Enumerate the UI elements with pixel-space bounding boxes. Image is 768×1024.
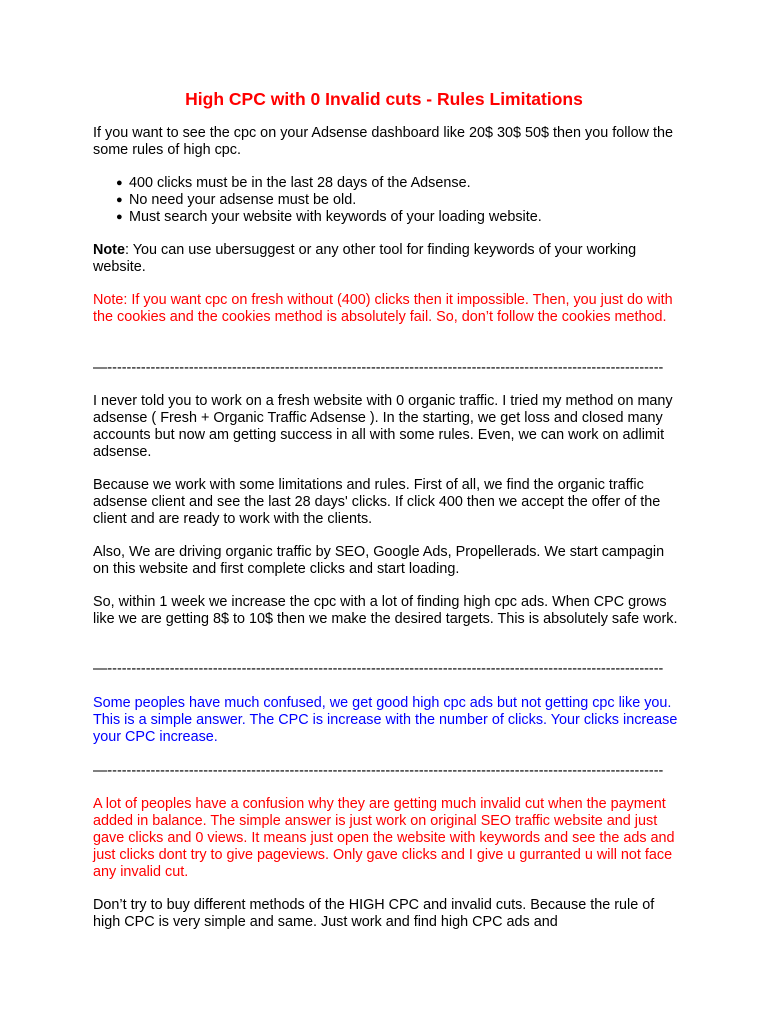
- note-text: : You can use ubersuggest or any other tool for finding keywords of your working website.: [93, 242, 637, 275]
- document-title: High CPC with 0 Invalid cuts - Rules Limitations: [185, 89, 583, 109]
- final-paragraph: Don’t try to buy different methods of the HIGH CPC and invalid cuts. Because the rule of high CPC is very simple and same. Just work and find high CPC ads and: [93, 897, 655, 930]
- list-item-text: No need your adsense must be old.: [129, 192, 357, 208]
- list-item: [116, 192, 676, 209]
- note-label: Note: [93, 242, 125, 258]
- traffic-paragraph: Also, We are driving organic traffic by SEO, Google Ads, Propellerads. We start campagin on this website and first complete clicks and start loading.: [93, 544, 665, 577]
- bullet-icon: ●: [116, 211, 123, 223]
- separator-line: —--------------------------------------------------------------------------------------------------------------------: [93, 360, 664, 376]
- list-item-text: 400 clicks must be in the last 28 days of the Adsense.: [129, 175, 471, 191]
- cookies-warning: Note: If you want cpc on fresh without (400) clicks then it impossible. Then, you just do with the cookies and the cookies method is absolutely fail. So, don’t follow the cookies method.: [93, 292, 673, 325]
- list-item: [116, 209, 676, 226]
- invalid-cut-note: A lot of peoples have a confusion why they are getting much invalid cut when the payment added in balance. The simple answer is just work on original SEO traffic website and just gave clicks and 0 views. It means just open the website with keywords and see the ads and just clicks dont try to give pageviews. Only gave clicks and I give u gurranted u will not face any invalid cut.: [93, 796, 675, 880]
- bullet-icon: ●: [116, 194, 123, 206]
- cpc-clicks-note: Some peoples have much confused, we get good high cpc ads but not getting cpc like you. This is a simple answer. The CPC is increase with the number of clicks. Your clicks increase your CPC increase.: [93, 695, 678, 745]
- fresh-website-paragraph: I never told you to work on a fresh website with 0 organic traffic. I tried my method on many adsense ( Fresh + Organic Traffic Adsense ). In the starting, we get loss and closed many accounts but now am getting success in all with some rules. Even, we can work on adlimit adsense.: [93, 393, 673, 460]
- separator-line: —--------------------------------------------------------------------------------------------------------------------: [93, 763, 664, 779]
- bullet-icon: ●: [116, 177, 123, 189]
- list-item: [116, 175, 676, 192]
- week-paragraph: So, within 1 week we increase the cpc with a lot of finding high cpc ads. When CPC grows like we are getting 8$ to 10$ then we make the desired targets. This is absolutely safe work.: [93, 594, 678, 627]
- note-paragraph: [93, 242, 683, 276]
- intro-paragraph: If you want to see the cpc on your Adsense dashboard like 20$ 30$ 50$ then you follow the some rules of high cpc.: [93, 125, 674, 158]
- separator-line: —--------------------------------------------------------------------------------------------------------------------: [93, 661, 664, 677]
- list-item-text: Must search your website with keywords of your loading website.: [129, 209, 542, 225]
- rules-list: [116, 175, 676, 226]
- limitations-paragraph: Because we work with some limitations and rules. First of all, we find the organic traffic adsense client and see the last 28 days' clicks. If click 400 then we accept the offer of the client and are ready to work with the clients.: [93, 477, 661, 527]
